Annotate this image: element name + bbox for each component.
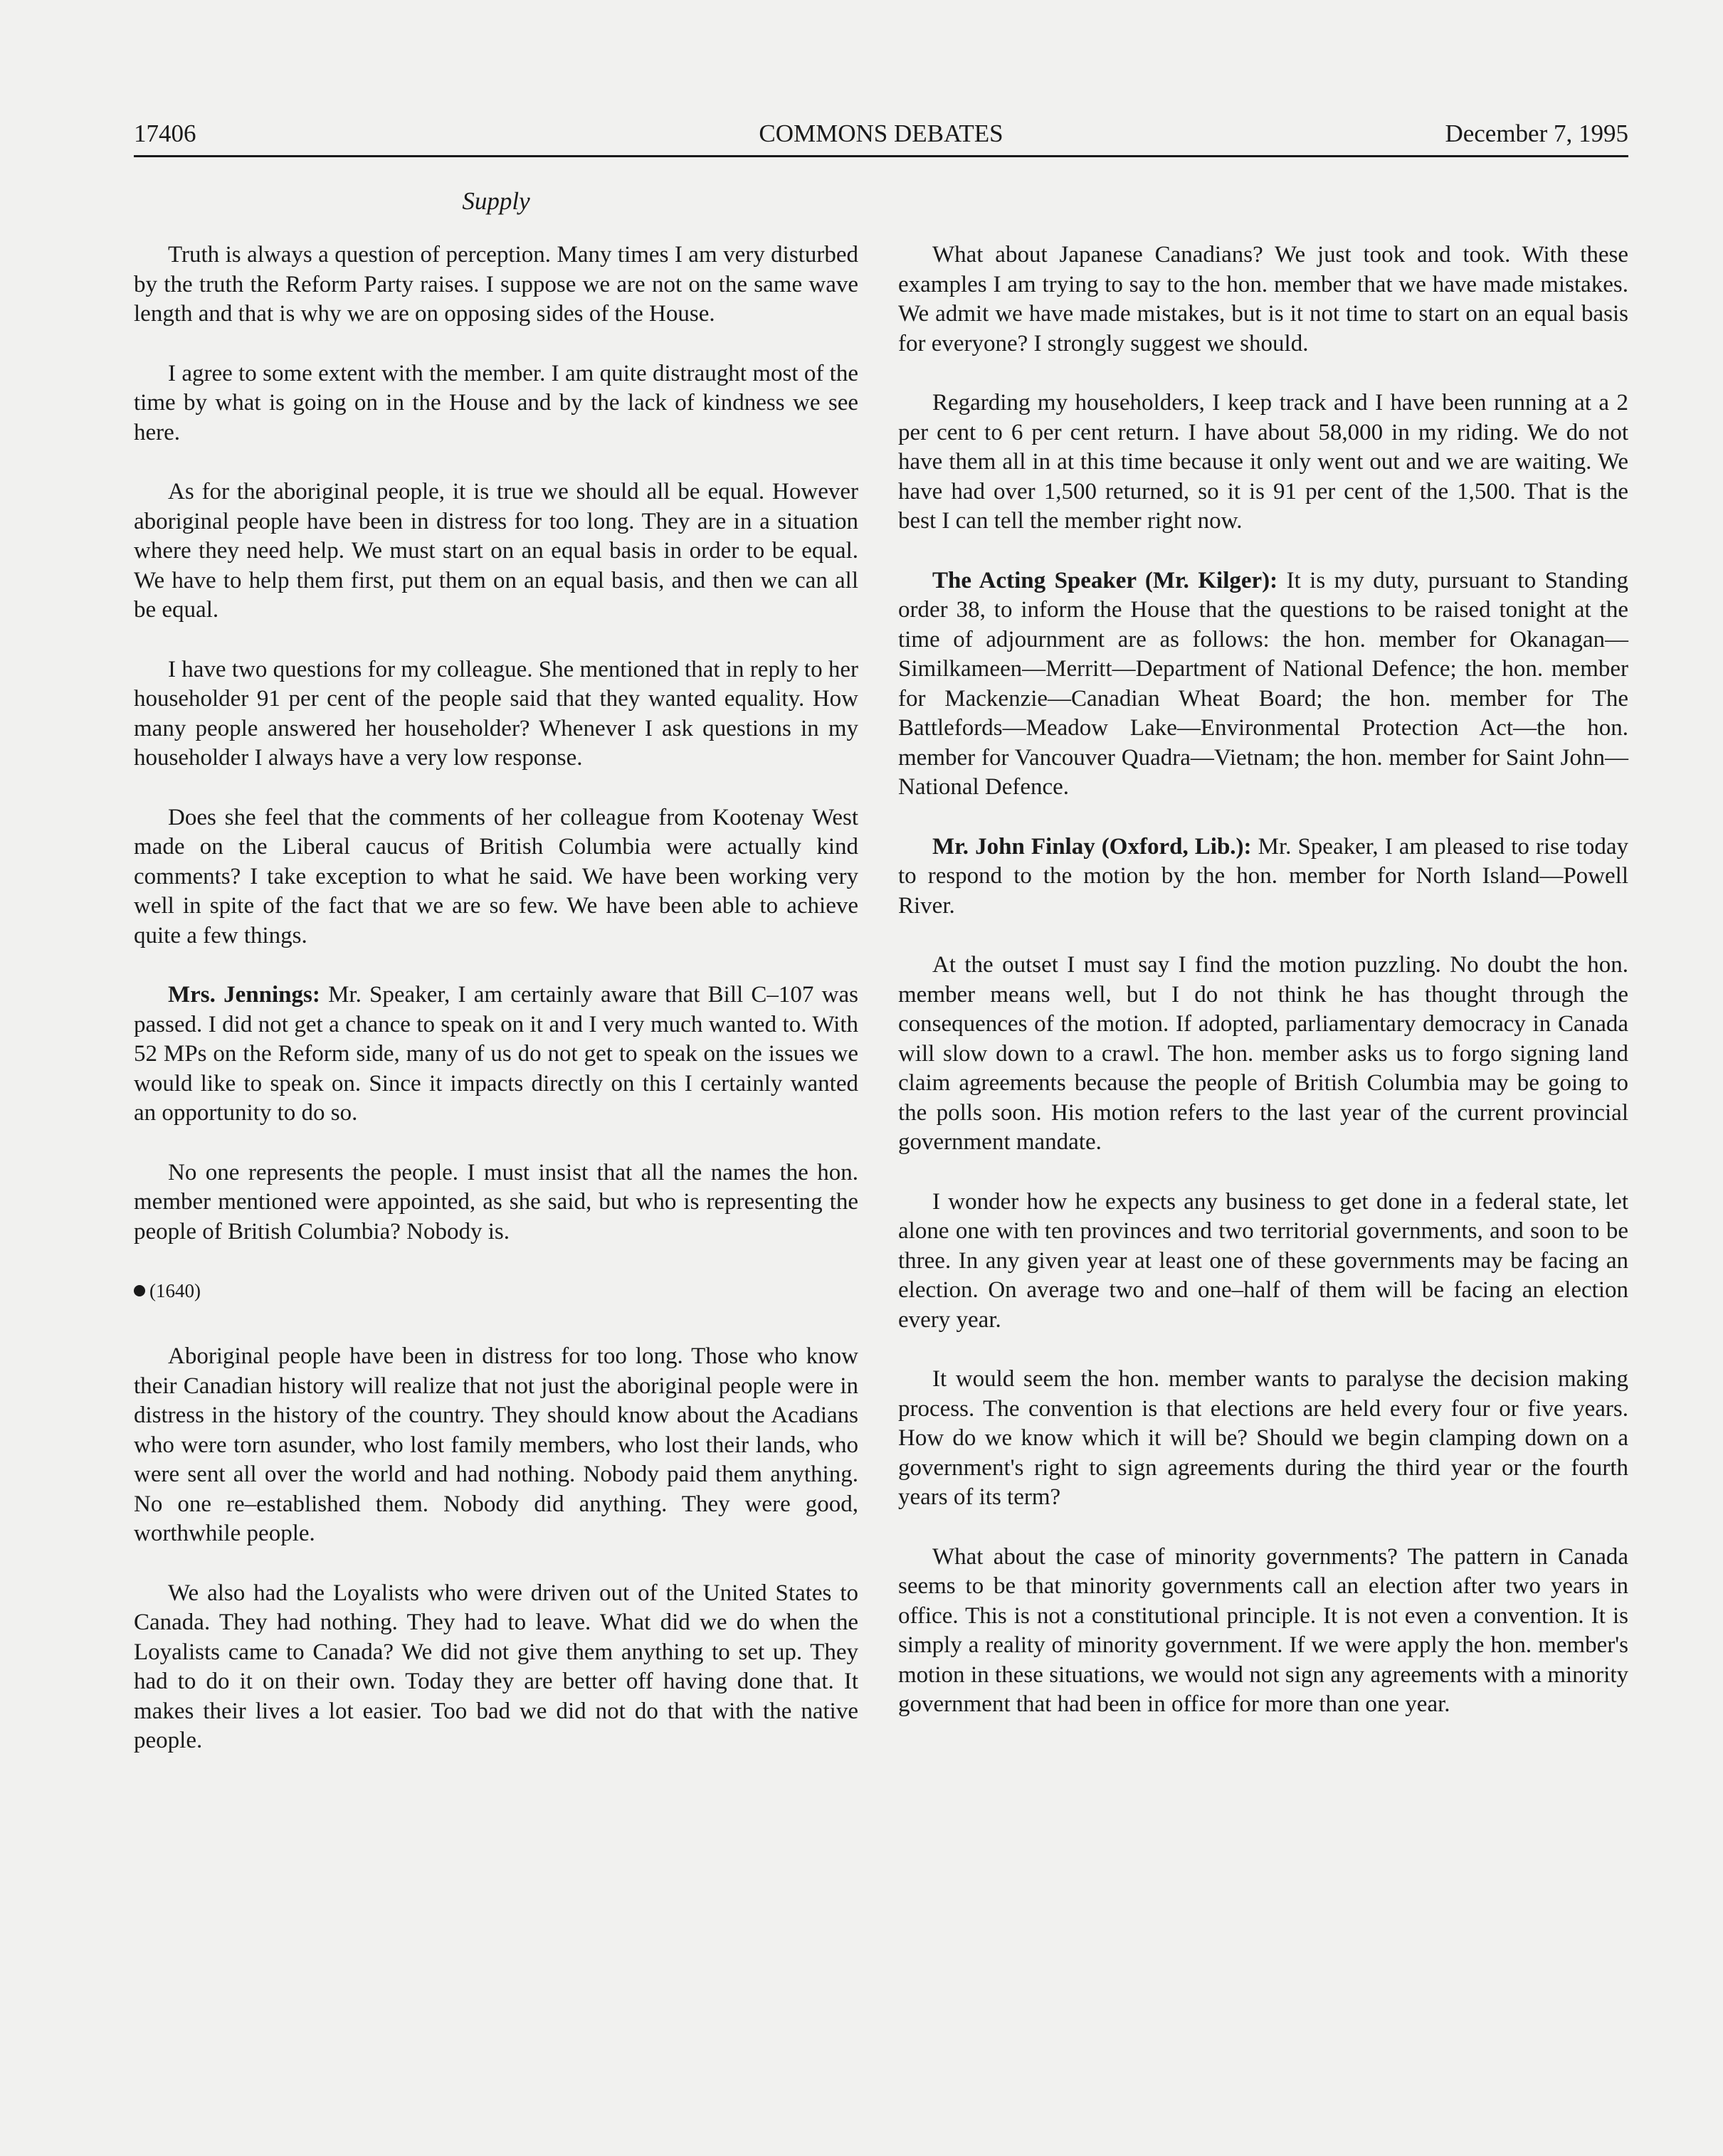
paragraph: Aboriginal people have been in distress for too long. Those who know their Canadian history will realize that not just the aboriginal people were in distress in the history of the country. They should know about the Acadians who were torn asunder, who lost family members, who lost their lands, who were sent all over the world and had nothing. Nobody paid them anything. No one re–established them. Nobody did anything. They were good, worthwhile people. <box>134 1343 858 1546</box>
publication-date: December 7, 1995 <box>1445 120 1628 147</box>
speech-paragraph <box>898 833 1628 921</box>
speech-text: It is my duty, pursuant to Standing order 38, to inform the House that the questions to be raised tonight at the time of adjournment are as follows: the hon. member for Okanagan—Similkameen—Merritt—Department of National Defence; the hon. member for Mackenzie—Canadian Wheat Board; the hon. member for The Battlefords—Meadow Lake—Environmental Protection Act—the hon. member for Vancouver Quadra—Vietnam; the hon. member for Saint John—National Defence. <box>898 567 1628 800</box>
publication-title: COMMONS DEBATES <box>759 120 1003 147</box>
speech-paragraph <box>898 566 1628 803</box>
header-rule <box>134 155 1628 157</box>
paragraph: What about Japanese Canadians? We just took and took. With these examples I am trying to say to the hon. member that we have made mistakes. We admit we have made mistakes, but is it not time to start on an equal basis for everyone? I strongly suggest we should. <box>898 242 1628 356</box>
speech-text: Mr. Speaker, I am certainly aware that Bill C–107 was passed. I did not get a chance to speak on it and I very much wanted to. With 52 MPs on the Reform side, many of us do not get to speak on the issues we would like to speak on. Since it impacts directly on this I certainly wanted an opportunity to do so. <box>134 982 858 1126</box>
right-column <box>898 241 1628 1750</box>
speaker-name: The Acting Speaker (Mr. Kilger): <box>932 567 1278 593</box>
section-label: Supply <box>462 187 530 215</box>
paragraph: Truth is always a question of perception. Many times I am very disturbed by the truth the Reform Party raises. I suppose we are not on the same wave length and that is why we are on opposing sides of the House. <box>134 242 858 327</box>
paragraph: It would seem the hon. member wants to paralyse the decision making process. The convention is that elections are held every four or five years. How do we know which it will be? Should we begin clamping down on a government's right to sign agreements during the third year or the fourth years of its term? <box>898 1366 1628 1510</box>
speech-paragraph <box>134 981 858 1129</box>
paragraph: We also had the Loyalists who were driven out of the United States to Canada. They had nothing. They had to leave. What did we do when the Loyalists came to Canada? We did not give them anything to set up. They had to do it on their own. Today they are better off having done that. It makes their lives a lot easier. Too bad we did not do that with the native people. <box>134 1580 858 1753</box>
page-number: 17406 <box>134 120 196 147</box>
paragraph: No one represents the people. I must insist that all the names the hon. member mentioned were appointed, as she said, but who is representing the people of British Columbia? Nobody is. <box>134 1159 858 1245</box>
paragraph: I have two questions for my colleague. She mentioned that in reply to her householder 91 per cent of the people said that they wanted equality. How many people answered her householder? Whenever I ask questions in my householder I always have a very low response. <box>134 656 858 771</box>
time-marker-text: (1640) <box>149 1280 201 1301</box>
paragraph: I agree to some extent with the member. I am quite distraught most of the time by what is going on in the House and by the lack of kindness we see here. <box>134 360 858 445</box>
left-column <box>134 241 858 1786</box>
bullet-icon <box>134 1285 145 1296</box>
speaker-name: Mr. John Finlay (Oxford, Lib.): <box>932 833 1252 860</box>
paragraph: Regarding my householders, I keep track and I have been running at a 2 per cent to 6 per cent return. I have about 58,000 in my riding. We do not have them all in at this time because it only went out and we are waiting. We have had over 1,500 returned, so it is 91 per cent of the 1,500. That is the best I can tell the member right now. <box>898 390 1628 534</box>
speech-text: Mr. Speaker, I am pleased to rise today to respond to the motion by the hon. member for North Island—Powell River. <box>898 833 1628 919</box>
paragraph: What about the case of minority governments? The pattern in Canada seems to be that minority governments call an election after two years in office. This is not a constitutional principle. It is not even a convention. It is simply a reality of minority government. If we were apply the hon. member's motion in these situations, we would not sign any agreements with a minority government that had been in office for more than one year. <box>898 1543 1628 1717</box>
time-marker <box>134 1277 858 1305</box>
paragraph: I wonder how he expects any business to get done in a federal state, let alone one with ten provinces and two territorial governments, and soon to be three. In any given year at least one of these governments may be facing an election. On average two and one–half of them will be facing an election every year. <box>898 1188 1628 1333</box>
speaker-name: Mrs. Jennings: <box>168 982 320 1008</box>
paragraph: At the outset I must say I find the motion puzzling. No doubt the hon. member means well, but I do not think he has thought through the consequences of the motion. If adopted, parliamentary democracy in Canada will slow down to a crawl. The hon. member asks us to forgo signing land claim agreements because the people of British Columbia may be going to the polls soon. His motion refers to the last year of the current provincial government mandate. <box>898 952 1628 1155</box>
paragraph: As for the aboriginal people, it is true we should all be equal. However aboriginal people have been in distress for too long. They are in a situation where they need help. We must start on an equal basis in order to be equal. We have to help them first, put them on an equal basis, and then we can all be equal. <box>134 479 858 623</box>
page-header <box>134 112 1628 155</box>
paragraph: Does she feel that the comments of her colleague from Kootenay West made on the Liberal caucus of British Columbia were actually kind comments? I take exception to what he said. We have been working very well in spite of the fact that we are so few. We have been able to achieve quite a few things. <box>134 804 858 948</box>
